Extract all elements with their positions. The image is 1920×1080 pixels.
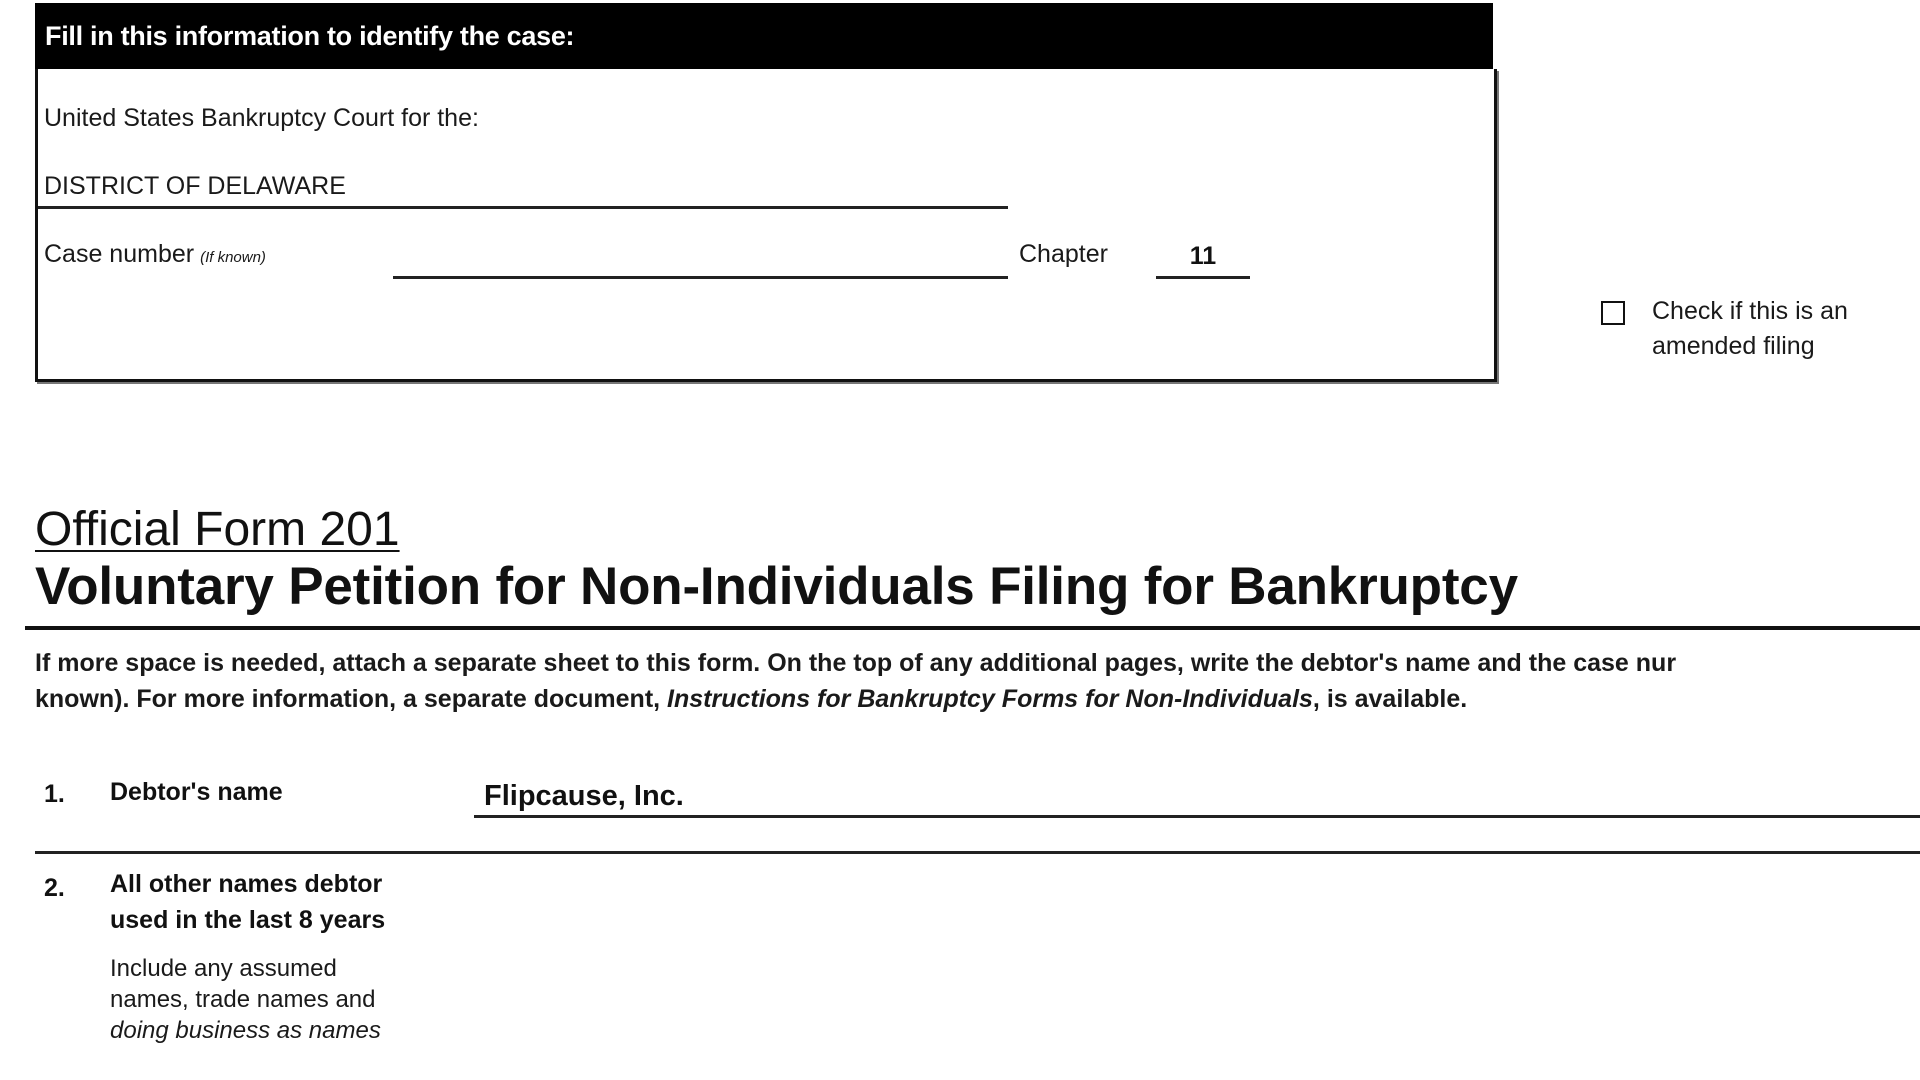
amended-label-line1: Check if this is an — [1652, 297, 1848, 325]
item-divider — [35, 851, 1920, 854]
item-2-hint-line1: Include any assumed — [110, 955, 337, 982]
case-info-header: Fill in this information to identify the case: — [35, 3, 1493, 69]
district-field-underline — [38, 206, 1008, 209]
form-number: Official Form 201 — [35, 503, 400, 556]
item-2-label-line2: used in the last 8 years — [110, 906, 386, 934]
court-label: United States Bankruptcy Court for the: — [44, 104, 479, 132]
item-2-label — [110, 866, 385, 938]
item-2-hint-line2: names, trade names and — [110, 986, 376, 1013]
amended-filing-checkbox[interactable] — [1601, 301, 1625, 325]
debtor-name-underline — [474, 815, 1920, 818]
instructions-line2-start: known). For more information, a separate document, — [35, 685, 668, 713]
case-number-label — [44, 240, 266, 269]
item-2-hint-line3: doing business as names — [110, 1017, 381, 1044]
item-2-label-line1: All other names debtor — [110, 870, 383, 898]
case-number-note: (If known) — [200, 249, 266, 266]
title-divider — [25, 626, 1920, 630]
instructions-line2 — [35, 681, 1920, 717]
chapter-label: Chapter — [1019, 240, 1108, 268]
instructions-document-title: Instructions for Bankruptcy Forms for Non-Individuals — [667, 685, 1313, 713]
item-1-number: 1. — [44, 780, 65, 808]
chapter-field[interactable]: 11 — [1189, 242, 1217, 270]
case-number-underline — [393, 276, 1008, 279]
item-2-hint — [110, 953, 381, 1046]
amended-label-line2: amended filing — [1652, 332, 1815, 360]
item-2-number: 2. — [44, 874, 65, 902]
debtor-name-field[interactable]: Flipcause, Inc. — [484, 780, 684, 812]
instructions-line2-end: , is available. — [1312, 685, 1468, 713]
chapter-field-underline — [1156, 276, 1250, 279]
district-field[interactable]: DISTRICT OF DELAWARE — [44, 172, 346, 200]
instructions — [35, 645, 1920, 717]
item-1-label: Debtor's name — [110, 778, 283, 806]
case-number-label-text: Case number — [44, 240, 195, 268]
form-title: Voluntary Petition for Non-Individuals Filing for Bankruptcy — [35, 557, 1518, 616]
amended-filing-label — [1652, 294, 1912, 364]
instructions-line1: If more space is needed, attach a separate sheet to this form. On the top of any additional pages, write the debtor's name and the case nur — [35, 649, 1677, 677]
